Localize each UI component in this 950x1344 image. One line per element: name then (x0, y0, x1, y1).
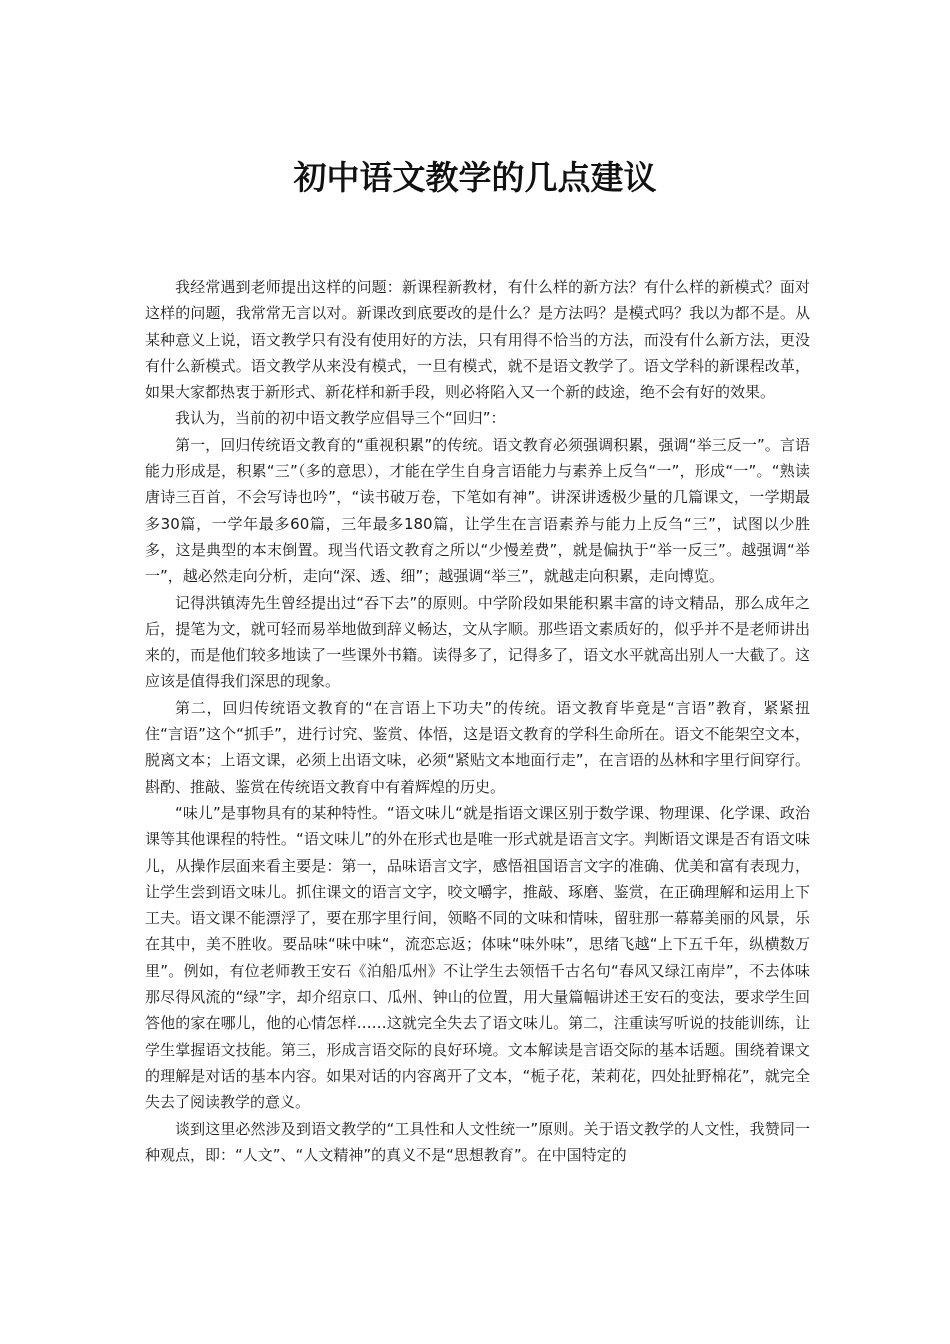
paragraph-first-return: 第一，回归传统语文教育的“重视积累”的传统。语文教育必须强调积累，强调“举三反一”。言语能力形成是，积累“三”（多的意思），才能在学生自身言语能力与素养上反刍“一”，形成“一”。“熟读唐诗三百首，不会写诗也吟”，“读书破万卷，下笔如有神”。讲深讲透极少量的几篇课文，一学期最多30篇，一学年最多60篇，三年最多180篇，让学生在言语素养与能力上反刍“三”，试图以少胜多，这是典型的本末倒置。现当代语文教育之所以“少慢差费”，就是偏执于“举一反三”。越强调“举一”，越必然走向分析，走向“深、透、细”；越强调“举三”，就越走向积累，走向博览。 (145, 435, 810, 586)
paragraph-humanistic: 谈到这里必然涉及到语文教学的“工具性和人文性统一”原则。关于语文教学的人文性，我赞同一种观点，即：“人文”、“人文精神”的真义不是“思想教育”。在中国特定的 (145, 1119, 810, 1164)
document-body (145, 274, 810, 1168)
paragraph-intro: 我经常遇到老师提出这样的问题：新课程新教材，有什么样的新方法？有什么样的新模式？面对这样的问题，我常常无言以对。新课改到底要改的是什么？是方法吗？是模式吗？我以为都不是。从某种意义上说，语文教学只有没有使用好的方法，只有用得不恰当的方法，而没有什么新方法，更没有什么新模式。语文教学从来没有模式，一旦有模式，就不是语文教学了。语文学科的新课程改革，如果大家都热衷于新形式、新花样和新手段，则必将陷入又一个新的歧途，绝不会有好的效果。 (145, 278, 810, 402)
paragraph-hong-zhentao: 记得洪镇涛先生曾经提出过“吞下去”的原则。中学阶段如果能积累丰富的诗文精品，那么成年之后，提笔为文，就可轻而易举地做到辞义畅达，文从字顺。那些语文素质好的，似乎并不是老师讲出来的，而是他们较多地读了一些课外书籍。读得多了，记得多了，语文水平就高出别人一大截了。这应该是值得我们深思的现象。 (145, 593, 810, 691)
paragraph-chinese-flavor: “味儿”是事物具有的某种特性。“语文味儿“就是指语文课区别于数学课、物理课、化学课、政治课等其他课程的特性。“语文味儿”的外在形式也是唯一形式就是语言文字。判断语文课是否有语文味儿，从操作层面来看主要是：第一，品味语言文字，感悟祖国语言文字的准确、优美和富有表现力，让学生尝到语文味儿。抓住课文的语言文字，咬文嚼字，推敲、琢磨、鉴赏，在正确理解和运用上下工夫。语文课不能漂浮了，要在那字里行间，领略不同的文味和情味，留驻那一幕幕美丽的风景，乐在其中，美不胜收。要品味“味中味“，流恋忘返；体味“味外味”，思绪飞越“上下五千年，纵横数万里”。例如，有位老师教王安石《泊船瓜州》不让学生去领悟千古名句“春风又绿江南岸”，不去体味那尽得风流的“绿”字，却介绍京口、瓜州、钟山的位置，用大量篇幅讲述王安石的变法，要求学生回答他的家在哪儿，他的心情怎样……这就完全失去了语文味儿。第二，注重读写听说的技能训练，让学生掌握语文技能。第三，形成言语交际的良好环境。文本解读是言语交际的基本话题。围绕着课文的理解是对话的基本内容。如果对话的内容离开了文本，“栀子花，茉莉花，四处扯野棉花”，就完全失去了阅读教学的意义。 (145, 803, 810, 1112)
paragraph-three-returns: 我认为，当前的初中语文教学应倡导三个“回归”： (175, 409, 506, 428)
document-title: 初中语文教学的几点建议 (293, 158, 657, 197)
paragraph-second-return: 第二，回归传统语文教育的“在言语上下功夫”的传统。语文教育毕竟是“言语”教育，紧紧扭住“言语”这个“抓手”，进行讨究、鉴赏、体悟，这是语文教育的学科生命所在。语文不能架空文本，脱离文本；上语文课，必须上出语文味，必须“紧贴文本地面行走”，在言语的丛林和字里行间穿行。斟酌、推敲、鉴赏在传统语文教育中有着辉煌的历史。 (145, 698, 810, 796)
